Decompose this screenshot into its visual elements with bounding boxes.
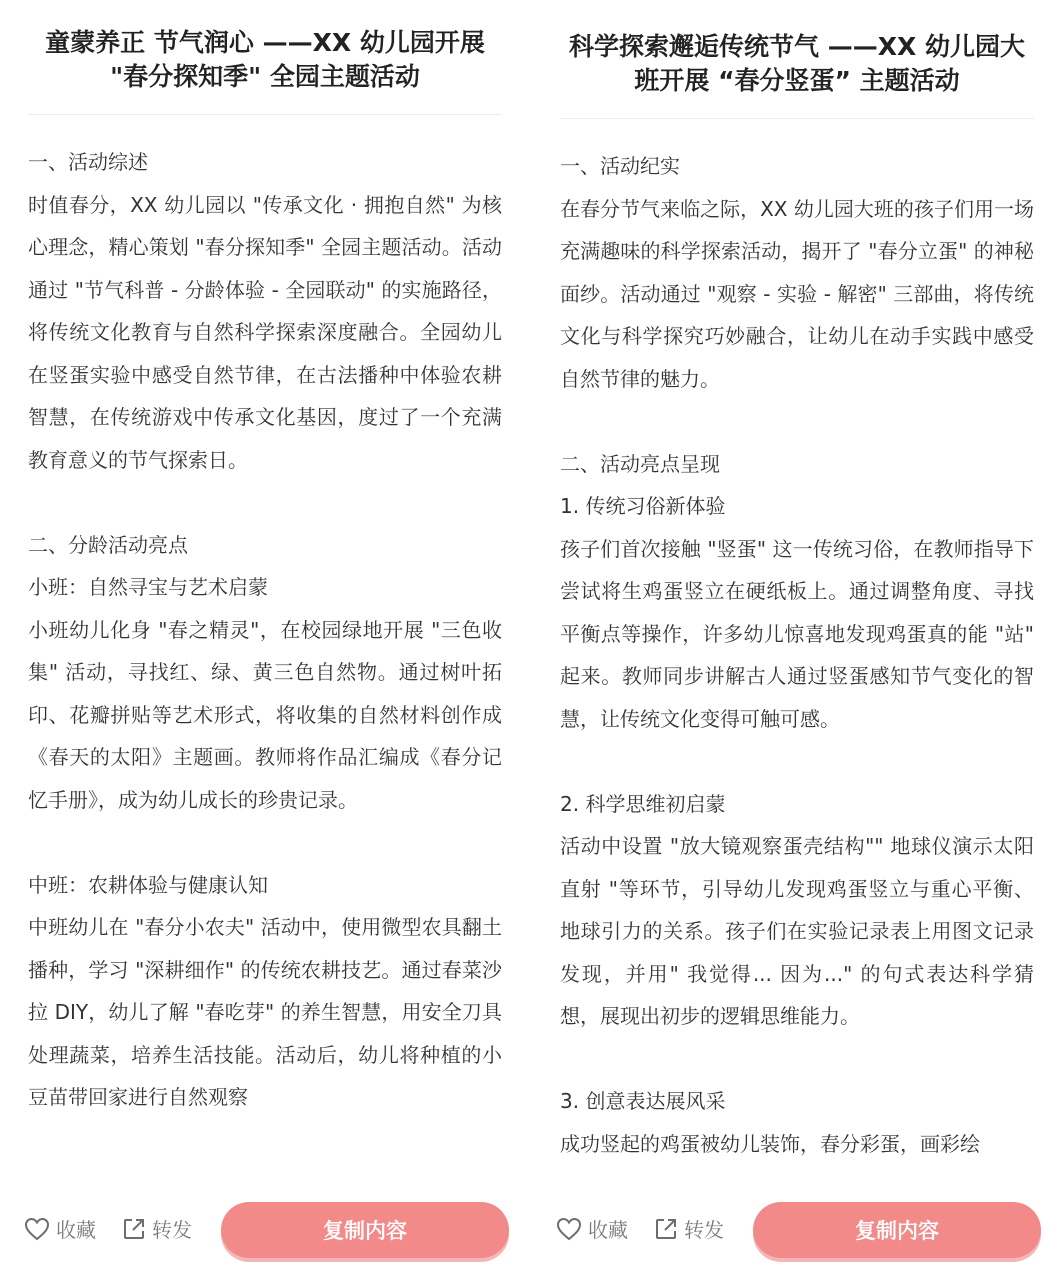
- share-icon: [654, 1217, 678, 1241]
- article-body: [560, 145, 1034, 1165]
- share-label: 转发: [684, 1218, 724, 1242]
- article-panel-right: [532, 0, 1064, 1276]
- subheading: 3. 创意表达展风采: [560, 1089, 726, 1113]
- paragraph: 在春分节气来临之际，XX 幼儿园大班的孩子们用一场充满趣味的科学探索活动，揭开了 "春分立蛋" 的神秘面纱。活动通过 "观察 - 实验 - 解密" 三部曲，将传统文化与科学探究巧妙融合，让幼儿在动手实践中感受自然节律的魅力。: [560, 196, 1034, 391]
- favorite-button[interactable]: [556, 1214, 628, 1243]
- paragraph: 成功竖起的鸡蛋被幼儿装饰，春分彩蛋，画彩绘: [560, 1131, 980, 1156]
- favorite-label: 收藏: [56, 1218, 96, 1242]
- spacer: [28, 481, 502, 524]
- bottom-action-bar: [0, 1181, 532, 1276]
- favorite-label: 收藏: [588, 1218, 628, 1242]
- article-body: [28, 141, 502, 1119]
- subheading: 2. 科学思维初启蒙: [560, 791, 726, 816]
- favorite-button[interactable]: [24, 1214, 96, 1243]
- paragraph: 小班幼儿化身 "春之精灵"，在校园绿地开展 "三色收集" 活动，寻找红、绿、黄三色自然物。通过树叶拓印、花瓣拼贴等艺术形式，将收集的自然材料创作成《春天的太阳》主题画。教师将作品汇编成《春分记忆手册》，成为幼儿成长的珍贵记录。: [28, 617, 502, 812]
- section-heading: 一、活动综述: [28, 150, 148, 174]
- spacer: [560, 740, 1034, 783]
- spacer: [560, 1038, 1034, 1081]
- section-heading: 二、分龄活动亮点: [28, 532, 188, 557]
- subheading: 中班：农耕体验与健康认知: [28, 872, 268, 897]
- article-title: 科学探索邂逅传统节气 ——XX 幼儿园大班开展 “春分竖蛋” 主题活动: [569, 32, 1025, 95]
- paragraph: 时值春分，XX 幼儿园以 "传承文化 · 拥抱自然" 为核心理念，精心策划 "春分探知季" 全园主题活动。活动通过 "节气科普 - 分龄体验 - 全园联动" 的实施路径，将传统文化教育与自然科学探索深度融合。全园幼儿在竖蛋实验中感受自然节律，在古法播种中体验农耕智慧，在传统游戏中传承文化基因，度过了一个充满教育意义的节气探索日。: [28, 192, 502, 472]
- subheading: 1. 传统习俗新体验: [560, 494, 726, 518]
- title-divider: [560, 118, 1034, 119]
- article-title: 童蒙养正 节气润心 ——XX 幼儿园开展 "春分探知季" 全园主题活动: [45, 28, 485, 91]
- share-label: 转发: [152, 1218, 192, 1242]
- subheading: 小班：自然寻宝与艺术启蒙: [28, 575, 268, 599]
- bottom-action-bar: [532, 1181, 1064, 1276]
- share-button[interactable]: [654, 1214, 724, 1243]
- paragraph: 活动中设置 "放大镜观察蛋壳结构"" 地球仪演示太阳直射 "等环节，引导幼儿发现鸡蛋竖立与重心平衡、地球引力的关系。孩子们在实验记录表上用图文记录发现，并用" 我觉得... 因为..." 的句式表达科学猜想，展现出初步的逻辑思维能力。: [560, 834, 1034, 1028]
- spacer: [560, 400, 1034, 443]
- share-icon: [122, 1217, 146, 1241]
- copy-content-button[interactable]: 复制内容: [221, 1202, 509, 1258]
- article-content: [28, 0, 502, 1119]
- article-content: [560, 0, 1034, 1165]
- paragraph: 孩子们首次接触 "竖蛋" 这一传统习俗，在教师指导下尝试将生鸡蛋竖立在硬纸板上。通过调整角度、寻找平衡点等操作，许多幼儿惊喜地发现鸡蛋真的能 "站" 起来。教师同步讲解古人通过竖蛋感知节气变化的智慧，让传统文化变得可触可感。: [560, 536, 1034, 731]
- heart-icon: [556, 1217, 582, 1241]
- copy-content-button[interactable]: 复制内容: [753, 1202, 1041, 1258]
- paragraph: 中班幼儿在 "春分小农夫" 活动中，使用微型农具翻土播种，学习 "深耕细作" 的传统农耕技艺。通过春菜沙拉 DIY，幼儿了解 "春吃芽" 的养生智慧，用安全刀具处理蔬菜，培养生活技能。活动后，幼儿将种植的小豆苗带回家进行自然观察: [28, 915, 502, 1109]
- share-button[interactable]: [122, 1214, 192, 1243]
- title-divider: [28, 114, 502, 115]
- heart-icon: [24, 1217, 50, 1241]
- section-heading: 一、活动纪实: [560, 154, 680, 178]
- section-heading: 二、活动亮点呈现: [560, 451, 720, 476]
- spacer: [28, 821, 502, 864]
